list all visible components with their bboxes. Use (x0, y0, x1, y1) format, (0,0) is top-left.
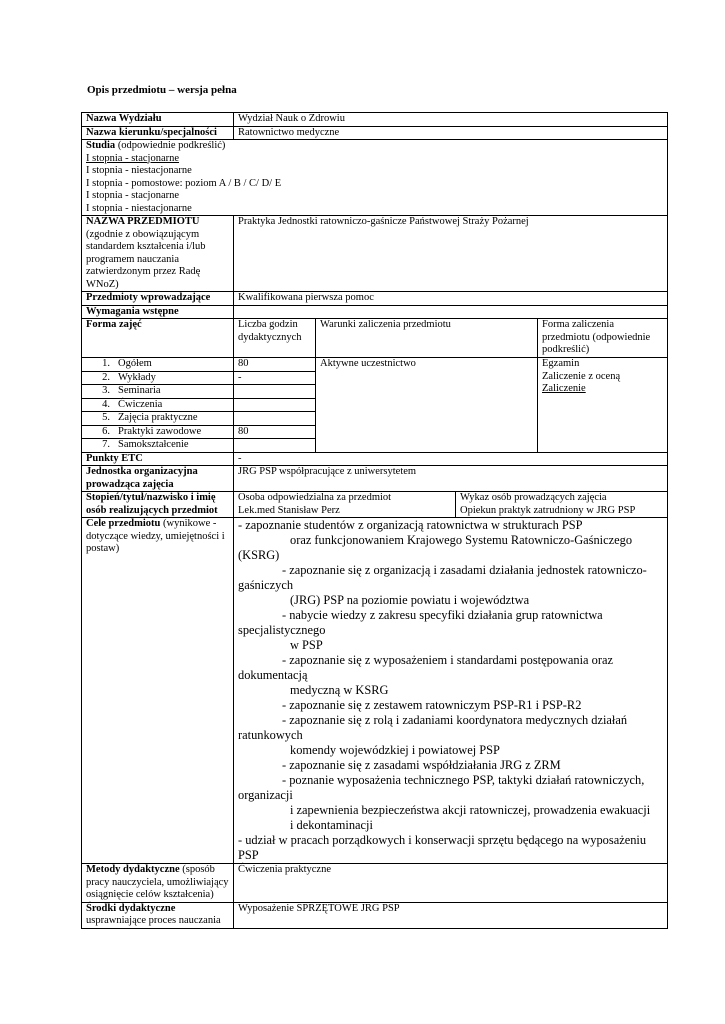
staff-label: Stopień/tytuł/nazwisko i imię osób realizujących przedmiot (82, 492, 234, 518)
studies-note: (odpowiednie podkreślić) (117, 140, 226, 151)
class-row-name: 2. Wykłady (82, 371, 234, 385)
goal-line: oraz funkcjonowaniem Krajowego Systemu Ratowniczo-Gaśniczego (290, 533, 633, 547)
goal-line: - udział w pracach porządkowych i konserwacji sprzętu będącego na wyposażeniu (238, 833, 647, 847)
goal-line: specjalistycznego (238, 623, 326, 637)
goal-line: (KSRG) (238, 548, 280, 562)
prerequisites-label: Przedmioty wprowadzające (82, 292, 234, 306)
staff-row (82, 492, 668, 518)
class-row-name: 6. Praktyki zawodowe (82, 425, 234, 439)
major-label: Nazwa kierunku/specjalności (82, 126, 234, 140)
methods-label-cell (82, 864, 234, 903)
class-row-hours: 80 (234, 425, 316, 439)
tools-note: usprawniające proces nauczania (86, 915, 221, 926)
class-row-hours: 80 (234, 358, 316, 372)
methods-label: Metody dydaktyczne (86, 864, 180, 875)
class-row-hours (234, 398, 316, 412)
class-row-name: 1. Ogółem (82, 358, 234, 372)
studies-row (82, 140, 668, 216)
faculty-value: Wydział Nauk o Zdrowiu (234, 113, 668, 127)
tools-label-cell (82, 902, 234, 928)
subject-note: (zgodnie z obowiązującym standardem kształcenia i/lub programem nauczania zatwierdzonym przez Radę WNoZ) (86, 228, 206, 290)
studies-option: I stopnia - stacjonarne (86, 152, 180, 164)
goal-line: organizacji (238, 788, 293, 802)
unit-value: JRG PSP współpracujące z uniwersytetem (234, 466, 668, 492)
conditions-header: Warunki zaliczenia przedmiotu (316, 319, 538, 358)
goal-line: i zapewnienia bezpieczeństwa akcji ratowniczej, prowadzenia ewakuacji (290, 803, 651, 817)
goal-line: dokumentacją (238, 668, 308, 682)
hours-header: Liczba godzin dydaktycznych (234, 319, 316, 358)
studies-option: I stopnia - stacjonarne (86, 190, 180, 201)
unit-label: Jednostka organizacyjna prowadząca zajęcia (82, 466, 234, 492)
form-option: Zaliczenie z oceną (542, 370, 621, 382)
requirements-row (82, 305, 668, 319)
subject-label: NAZWA PRZEDMIOTU (86, 216, 200, 227)
staff-list-label: Wykaz osób prowadzących zajęcia (460, 492, 607, 503)
tools-value: Wyposażenie SPRZĘTOWE JRG PSP (234, 902, 668, 928)
class-row-name: 5. Zajęcia praktyczne (82, 412, 234, 426)
responsible-label: Osoba odpowiedzialna za przedmiot (238, 492, 392, 503)
prerequisites-row (82, 292, 668, 306)
conditions-empty (316, 412, 538, 426)
tools-row (82, 902, 668, 928)
faculty-row (82, 113, 668, 127)
goal-line: gaśniczych (238, 578, 294, 592)
staff-list-cell (456, 492, 668, 518)
class-row-hours (234, 412, 316, 426)
goals-note: (wynikowe - dotyczące wiedzy, umiejętności i postaw) (86, 518, 225, 554)
form-option: Zaliczenie (542, 383, 586, 394)
form-header: Forma zaliczenia przedmiotu (odpowiednie podkreślić) (538, 319, 668, 358)
goals-row (82, 518, 668, 864)
goal-line: ratunkowych (238, 728, 303, 742)
subject-label-cell (82, 216, 234, 292)
prerequisites-value: Kwalifikowana pierwsza pomoc (234, 292, 668, 306)
conditions-empty (316, 385, 538, 399)
ects-label: Punkty ETC (82, 452, 234, 466)
goal-line: (JRG) PSP na poziomie powiatu i województwa (290, 593, 530, 607)
conditions-empty (316, 371, 538, 385)
conditions-empty (316, 398, 538, 412)
goal-line: i dekontaminacji (290, 818, 373, 832)
ects-row (82, 452, 668, 466)
conditions-value: Aktywne uczestnictwo (316, 358, 538, 372)
requirements-value (234, 305, 668, 319)
subject-row (82, 216, 668, 292)
classes-label: Forma zajęć (82, 319, 234, 358)
methods-note: (sposób pracy nauczyciela, umożliwiający osiągnięcie celów kształcenia) (86, 864, 229, 900)
studies-label: Studia (86, 140, 116, 151)
responsible-cell (234, 492, 456, 518)
goals-label-cell (82, 518, 234, 864)
goal-line: - zapoznanie się z organizacją i zasadami działania jednostek ratowniczo- (282, 563, 647, 577)
major-row (82, 126, 668, 140)
conditions-empty (316, 439, 538, 453)
goal-line: - poznanie wyposażenia technicznego PSP, taktyki działań ratowniczych, (282, 773, 645, 787)
major-value: Ratownictwo medyczne (234, 126, 668, 140)
ects-value: - (234, 452, 668, 466)
class-row-name: 4. Ćwiczenia (82, 398, 234, 412)
responsible-value: Lek.med Stanisław Perz (238, 504, 340, 516)
studies-cell (82, 140, 668, 216)
staff-list-value: Opiekun praktyk zatrudniony w JRG PSP (460, 504, 636, 516)
requirements-label: Wymagania wstępne (82, 305, 234, 319)
goals-label: Cele przedmiotu (86, 518, 161, 529)
class-row-hours: - (234, 371, 316, 385)
unit-row (82, 466, 668, 492)
tools-label: Środki dydaktyczne (86, 902, 176, 914)
class-row-name: 7. Samokształcenie (82, 439, 234, 453)
goal-line: PSP (238, 848, 259, 862)
studies-option: I stopnia - niestacjonarne (86, 165, 192, 176)
class-row-hours (234, 385, 316, 399)
methods-value: Ćwiczenia praktyczne (234, 864, 668, 903)
faculty-label: Nazwa Wydziału (82, 113, 234, 127)
goal-line: - zapoznanie się z zestawem ratowniczym PSP-R1 i PSP-R2 (282, 698, 582, 712)
goals-value (234, 518, 668, 864)
goal-line: - nabycie wiedzy z zakresu specyfiki działania grup ratownictwa (282, 608, 603, 622)
conditions-empty (316, 425, 538, 439)
studies-option: I stopnia - niestacjonarne (86, 202, 192, 214)
goal-line: - zapoznanie studentów z organizacją ratownictwa w strukturach PSP (238, 518, 583, 532)
class-row-hours (234, 439, 316, 453)
class-row-name: 3. Seminaria (82, 385, 234, 399)
form-options (538, 358, 668, 453)
subject-value: Praktyka Jednostki ratowniczo-gaśnicze Państwowej Straży Pożarnej (234, 216, 668, 292)
studies-option: I stopnia - pomostowe: poziom A / B / C/ D/ E (86, 177, 282, 189)
methods-row (82, 864, 668, 903)
goal-line: komendy wojewódzkiej i powiatowej PSP (290, 743, 500, 757)
form-option: Egzamin (542, 358, 580, 369)
goal-line: medyczną w KSRG (290, 683, 389, 697)
goal-line: w PSP (290, 638, 323, 652)
goal-line: - zapoznanie się z zasadami współdziałania JRG z ZRM (282, 758, 561, 772)
goal-line: - zapoznanie się z wyposażeniem i standardami postępowania oraz (282, 653, 613, 667)
class-row (82, 358, 668, 372)
classes-header-row (82, 319, 668, 358)
course-description-table (81, 112, 668, 929)
document-title: Opis przedmiotu – wersja pełna (87, 84, 237, 96)
goal-line: - zapoznanie się z rolą i zadaniami koordynatora medycznych działań (282, 713, 628, 727)
